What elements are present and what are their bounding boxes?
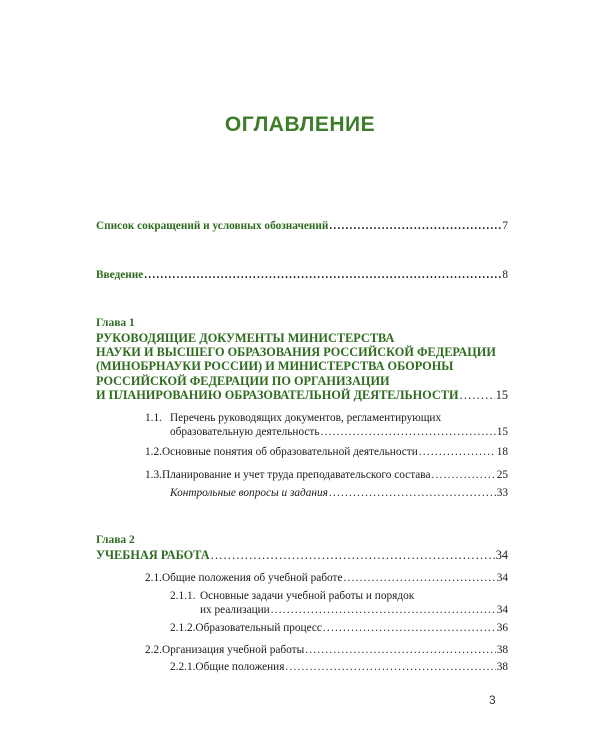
toc-page-number: 33 [496,487,508,499]
section-number: 2.2.1. [170,661,196,673]
toc-entry-label: Введение [96,269,144,281]
toc-page-number: 34 [496,572,508,584]
toc-section-1-1[interactable] [145,411,508,439]
toc-entry-label: Основные задачи учебной работы и порядок [200,590,415,602]
section-number: 2.1.2. [170,622,196,634]
chapter-title-line: РУКОВОДЯЩИЕ ДОКУМЕНТЫ МИНИСТЕРСТВА [96,331,395,345]
toc-page-number: 8 [502,269,508,281]
toc-entry-introduction[interactable] [96,268,508,282]
toc-entry-label: Основные понятия об образовательной деятельности [161,446,418,458]
section-number: 1.2. [145,446,162,458]
toc-page-number: 34 [496,604,508,616]
chapter-title-line: НАУКИ И ВЫСШЕГО ОБРАЗОВАНИЯ РОССИЙСКОЙ ФЕДЕРАЦИИ [96,345,496,360]
toc-leader-dots [323,621,496,635]
toc-leader-dots [305,643,496,657]
chapter-2-label: Глава 2 [96,534,135,546]
toc-leader-dots [329,219,501,233]
chapter-title-line: УЧЕБНАЯ РАБОТА [96,548,210,562]
toc-leader-dots [329,486,496,500]
toc-page-number: 34 [495,548,508,562]
toc-leader-dots [344,571,496,585]
toc-entry-label: Список сокращений и условных обозначений [96,220,329,232]
toc-leader-dots [211,548,495,562]
toc-page-number: 38 [496,644,508,656]
toc-page-number: 15 [495,387,508,402]
toc-section-2-1[interactable] [145,571,508,585]
toc-section-1-2[interactable] [145,445,508,459]
toc-entry-label: Организация учебной работы [161,644,305,656]
toc-leader-dots [432,468,496,482]
toc-entry-label: Общие положения [195,661,285,673]
toc-entry-label-cont: образовательную деятельность [170,426,320,438]
toc-leader-dots [460,388,495,402]
toc-questions-1[interactable] [170,486,508,500]
page-title: ОГЛАВЛЕНИЕ [224,113,376,136]
section-number: 1.1. [145,412,162,424]
toc-section-2-1-1[interactable] [170,589,508,617]
toc-entry-label: Планирование и учет труда преподавательского состава [161,469,431,481]
toc-section-2-2-1[interactable] [170,660,508,674]
page-number: 3 [489,693,496,707]
chapter-title-line: РОССИЙСКОЙ ФЕДЕРАЦИИ ПО ОРГАНИЗАЦИИ [96,373,390,388]
toc-page-number: 15 [496,426,508,438]
toc-entry-abbreviations[interactable] [96,219,508,233]
section-number: 1.3. [145,469,162,481]
toc-page-number: 25 [496,469,508,481]
section-number: 2.1. [145,572,162,584]
toc-page-number: 36 [496,622,508,634]
toc-entry-label: Перечень руководящих документов, регламентирующих [170,412,442,424]
toc-entry-label: Контрольные вопросы и задания [170,487,328,499]
chapter-title-line: (МИНОБРНАУКИ РОССИИ) И МИНИСТЕРСТВА ОБОРОНЫ [96,359,454,374]
toc-entry-label: Образовательный процесс [195,622,322,634]
section-number: 2.2. [145,644,162,656]
section-number: 2.1.1. [170,590,196,602]
chapter-2-title[interactable] [96,548,508,562]
chapter-1-title[interactable] [96,331,508,402]
toc-page-number: 18 [496,446,508,458]
toc-leader-dots [271,603,496,617]
toc-leader-dots [285,660,495,674]
toc-section-1-3[interactable] [145,468,508,482]
toc-leader-dots [419,445,496,459]
toc-page-number: 38 [496,661,508,673]
toc-leader-dots [321,425,496,439]
toc-entry-label-cont: их реализации [200,604,270,616]
chapter-title-line: И ПЛАНИРОВАНИЮ ОБРАЗОВАТЕЛЬНОЙ ДЕЯТЕЛЬНОСТИ [96,387,459,402]
toc-leader-dots [144,268,501,282]
chapter-1-label: Глава 1 [96,317,135,329]
toc-section-2-1-2[interactable] [170,621,508,635]
toc-page-number: 7 [502,220,508,232]
toc-entry-label: Общие положения об учебной работе [161,572,343,584]
toc-section-2-2[interactable] [145,643,508,657]
